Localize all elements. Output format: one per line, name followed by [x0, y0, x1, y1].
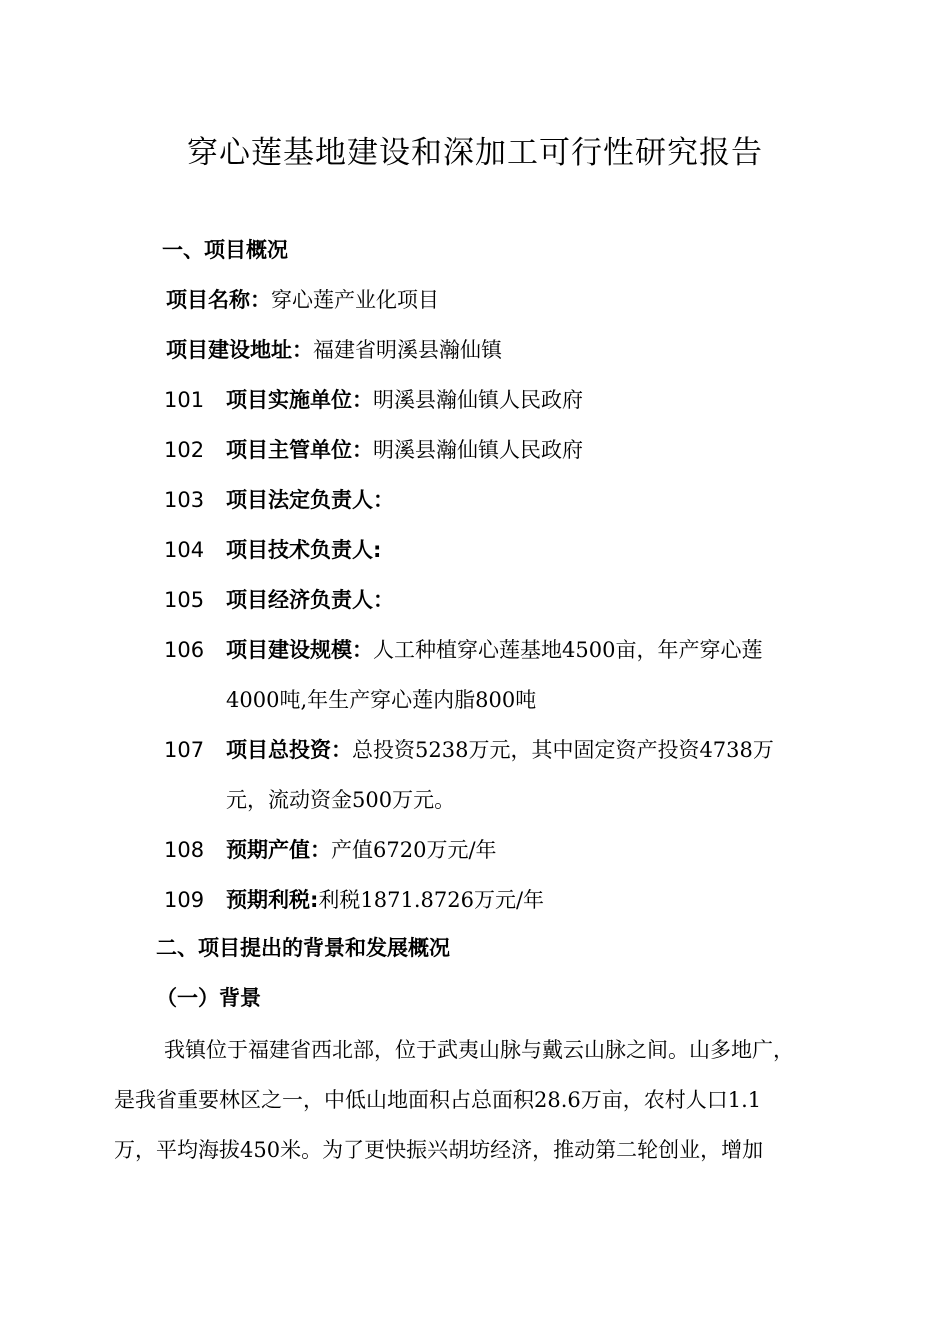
item-106-continuation: 4000吨,年生产穿心莲内脂800吨: [226, 688, 537, 712]
item-number: 106: [164, 638, 205, 662]
item-107: [164, 732, 774, 768]
item-102: [164, 432, 583, 468]
item-number: 108: [164, 838, 205, 862]
project-name-label: 项目名称：: [166, 288, 271, 312]
item-number: 103: [164, 488, 205, 512]
item-value: 总投资5238万元，其中固定资产投资4738万: [352, 738, 774, 762]
project-address-value: 福建省明溪县瀚仙镇: [313, 338, 502, 362]
item-value: 明溪县瀚仙镇人民政府: [373, 388, 583, 412]
paragraph-line-2: 是我省重要林区之一，中低山地面积占总面积28.6万亩，农村人口1.1: [114, 1088, 762, 1112]
document-title: 穿心莲基地建设和深加工可行性研究报告: [187, 135, 763, 171]
section-heading-overview: 一、项目概况: [162, 238, 288, 262]
item-label: 预期产值：: [226, 838, 331, 862]
item-value: 产值6720万元/年: [331, 838, 497, 862]
paragraph-line-1: 我镇位于福建省西北部，位于武夷山脉与戴云山脉之间。山多地广，: [164, 1038, 794, 1062]
item-value: 明溪县瀚仙镇人民政府: [373, 438, 583, 462]
item-label: 项目经济负责人：: [226, 588, 394, 612]
item-label: 项目主管单位：: [226, 438, 373, 462]
item-label: 项目总投资：: [226, 738, 352, 762]
item-108: [164, 832, 497, 868]
item-number: 105: [164, 588, 205, 612]
project-name-line: [166, 282, 439, 318]
item-value: 利税1871.8726万元/年: [318, 888, 545, 912]
item-number: 102: [164, 438, 205, 462]
item-label: 项目实施单位：: [226, 388, 373, 412]
project-address-line: [166, 332, 502, 368]
item-value: 人工种植穿心莲基地4500亩，年产穿心莲: [373, 638, 763, 662]
item-number: 109: [164, 888, 205, 912]
item-label: 项目建设规模：: [226, 638, 373, 662]
section-heading-background: 二、项目提出的背景和发展概况: [156, 936, 450, 960]
item-number: 101: [164, 388, 205, 412]
paragraph-line-3: 万，平均海拔450米。为了更快振兴胡坊经济，推动第二轮创业，增加: [114, 1138, 764, 1162]
item-number: 107: [164, 738, 205, 762]
item-103: [164, 482, 394, 518]
item-number: 104: [164, 538, 205, 562]
project-name-value: 穿心莲产业化项目: [271, 288, 439, 312]
item-106: [164, 632, 762, 668]
item-label: 项目法定负责人：: [226, 488, 394, 512]
item-label: 预期利税:: [226, 888, 319, 912]
item-101: [164, 382, 583, 418]
item-107-continuation: 元，流动资金500万元。: [226, 788, 456, 812]
item-104: [164, 532, 381, 568]
item-109: [164, 882, 544, 918]
item-105: [164, 582, 394, 618]
sub-heading-background: （一）背景: [156, 986, 261, 1010]
project-address-label: 项目建设地址：: [166, 338, 313, 362]
item-label: 项目技术负责人:: [226, 538, 382, 562]
